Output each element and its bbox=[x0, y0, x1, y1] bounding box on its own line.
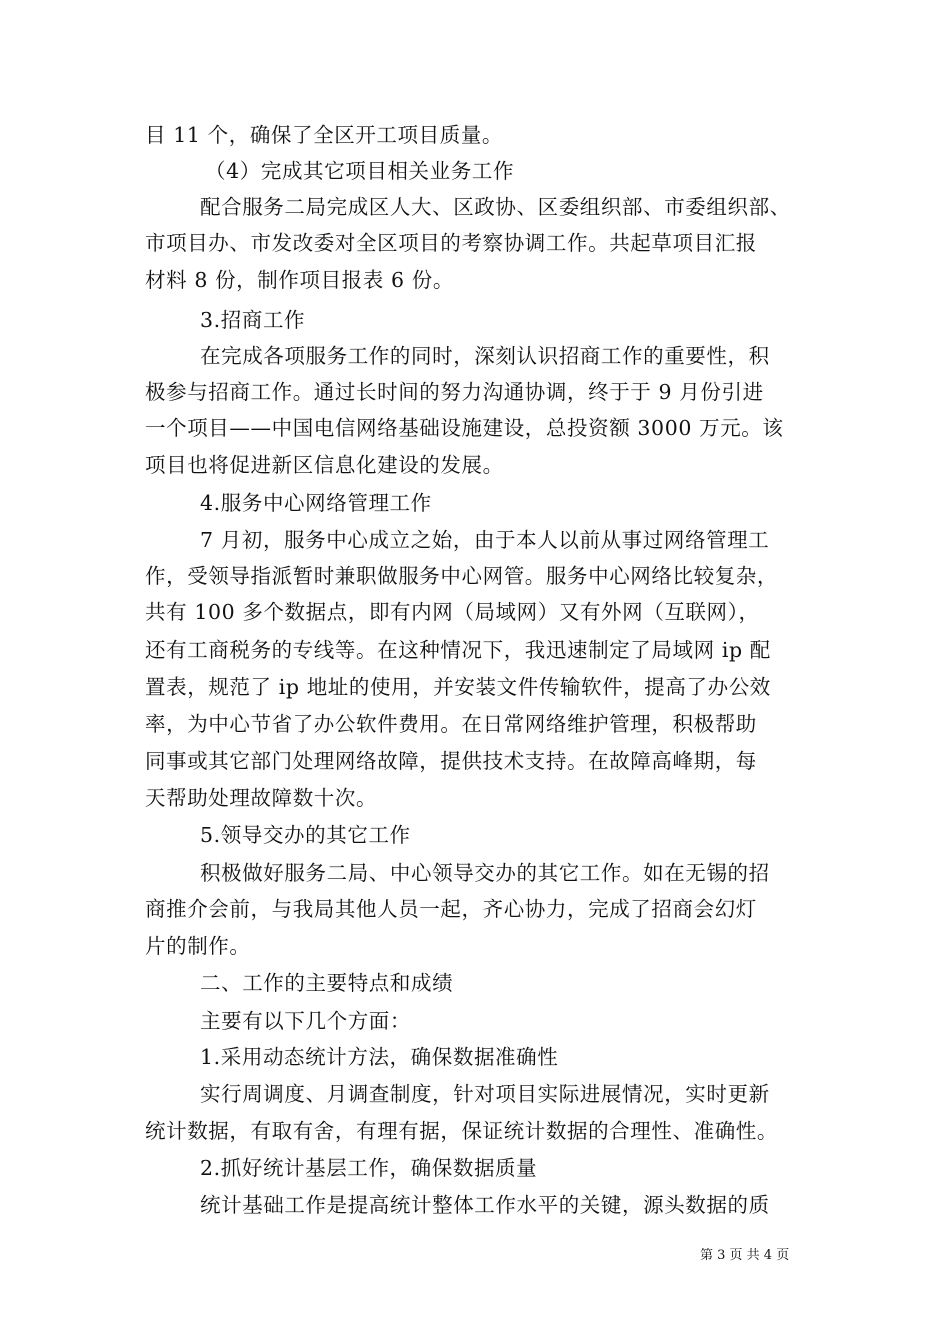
section-heading: 二、工作的主要特点和成绩 bbox=[200, 971, 454, 995]
text-line: 商推介会前，与我局其他人员一起，齐心协力，完成了招商会幻灯 bbox=[145, 897, 757, 921]
section-heading: 3.招商工作 bbox=[200, 308, 306, 332]
text-line: 极参与招商工作。通过长时间的努力沟通协调，终于于 9 月份引进 bbox=[145, 380, 764, 404]
paragraph-start: 实行周调度、月调查制度，针对项目实际进展情况，实时更新 bbox=[200, 1082, 770, 1106]
text-line: 材料 8 份，制作项目报表 6 份。 bbox=[145, 268, 454, 292]
paragraph-start: 主要有以下几个方面： bbox=[200, 1009, 411, 1033]
section-heading: 1.采用动态统计方法，确保数据准确性 bbox=[200, 1045, 559, 1069]
paragraph-start: 7 月初，服务中心成立之始，由于本人以前从事过网络管理工 bbox=[200, 528, 770, 552]
page-number-footer: 第 3 页 共 4 页 bbox=[700, 1248, 790, 1263]
paragraph-start: 配合服务二局完成区人大、区政协、区委组织部、市委组织部、 bbox=[200, 195, 791, 219]
text-line: 还有工商税务的专线等。在这种情况下，我迅速制定了局域网 ip 配 bbox=[145, 638, 771, 662]
paragraph-start: 在完成各项服务工作的同时，深刻认识招商工作的重要性，积 bbox=[200, 344, 770, 368]
section-heading: 5.领导交办的其它工作 bbox=[200, 823, 411, 847]
section-heading: （4）完成其它项目相关业务工作 bbox=[205, 159, 515, 183]
text-line: 作，受领导指派暂时兼职做服务中心网管。服务中心网络比较复杂， bbox=[145, 564, 778, 588]
text-line: 目 11 个，确保了全区开工项目质量。 bbox=[145, 123, 504, 147]
section-heading: 4.服务中心网络管理工作 bbox=[200, 491, 432, 515]
text-line: 统计数据，有取有舍，有理有据，保证统计数据的合理性、准确性。 bbox=[145, 1119, 778, 1143]
paragraph-start: 统计基础工作是提高统计整体工作水平的关键，源头数据的质 bbox=[200, 1193, 770, 1217]
text-line: 率，为中心节省了办公软件费用。在日常网络维护管理，积极帮助 bbox=[145, 712, 757, 736]
text-line: 置表，规范了 ip 地址的使用，并安装文件传输软件，提高了办公效 bbox=[145, 675, 771, 699]
text-line: 同事或其它部门处理网络故障，提供技术支持。在故障高峰期，每 bbox=[145, 749, 757, 773]
text-line: 共有 100 多个数据点，即有内网（局域网）又有外网（互联网）， bbox=[145, 600, 760, 624]
text-line: 一个项目——中国电信网络基础设施建设，总投资额 3000 万元。该 bbox=[145, 416, 784, 440]
text-line: 项目也将促进新区信息化建设的发展。 bbox=[145, 453, 504, 477]
text-line: 市项目办、市发改委对全区项目的考察协调工作。共起草项目汇报 bbox=[145, 231, 757, 255]
text-line: 天帮助处理故障数十次。 bbox=[145, 786, 378, 810]
text-line: 片的制作。 bbox=[145, 934, 251, 958]
section-heading: 2.抓好统计基层工作，确保数据质量 bbox=[200, 1156, 538, 1180]
paragraph-start: 积极做好服务二局、中心领导交办的其它工作。如在无锡的招 bbox=[200, 861, 770, 885]
